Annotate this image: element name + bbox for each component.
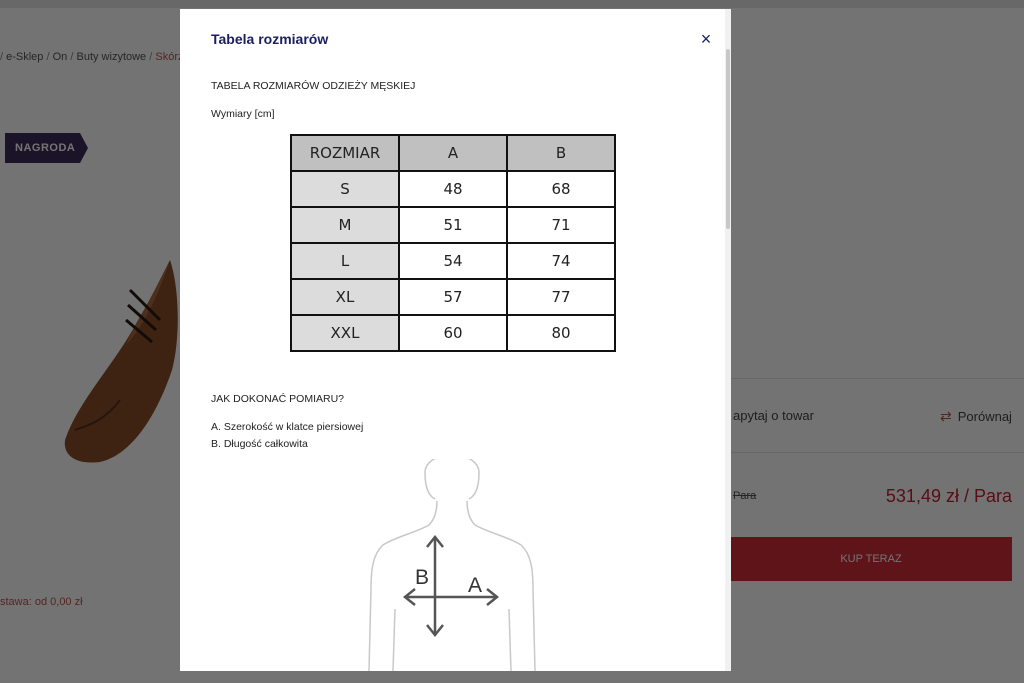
value-cell: 60 <box>399 315 507 351</box>
table-header-row <box>291 135 615 171</box>
size-chart-heading: TABELA ROZMIARÓW ODZIEŻY MĘSKIEJ <box>211 80 416 92</box>
value-cell: 74 <box>507 243 615 279</box>
value-cell: 54 <box>399 243 507 279</box>
size-cell: XL <box>291 279 399 315</box>
size-table <box>290 134 616 352</box>
label-a: A <box>468 574 483 597</box>
size-cell: L <box>291 243 399 279</box>
value-cell: 51 <box>399 207 507 243</box>
modal-title: Tabela rozmiarów <box>211 31 329 47</box>
size-chart-modal <box>180 9 731 671</box>
scrollbar-thumb[interactable] <box>726 49 730 229</box>
measurement-diagram <box>365 459 540 671</box>
value-cell: 71 <box>507 207 615 243</box>
table-row <box>291 315 615 351</box>
column-header: ROZMIAR <box>291 135 399 171</box>
value-cell: 80 <box>507 315 615 351</box>
label-b: B <box>415 566 430 589</box>
measure-a-description: A. Szerokość w klatce piersiowej <box>211 421 364 433</box>
units-label: Wymiary [cm] <box>211 108 275 120</box>
table-row <box>291 279 615 315</box>
value-cell: 48 <box>399 171 507 207</box>
value-cell: 77 <box>507 279 615 315</box>
column-header: A <box>399 135 507 171</box>
table-row <box>291 207 615 243</box>
measure-b-description: B. Długość całkowita <box>211 438 308 450</box>
size-cell: M <box>291 207 399 243</box>
column-header: B <box>507 135 615 171</box>
close-icon[interactable]: × <box>700 28 712 49</box>
table-row <box>291 243 615 279</box>
value-cell: 68 <box>507 171 615 207</box>
size-cell: S <box>291 171 399 207</box>
table-row <box>291 171 615 207</box>
size-cell: XXL <box>291 315 399 351</box>
value-cell: 57 <box>399 279 507 315</box>
torso-outline-icon <box>369 459 535 671</box>
how-to-measure-heading: JAK DOKONAĆ POMIARU? <box>211 393 345 405</box>
